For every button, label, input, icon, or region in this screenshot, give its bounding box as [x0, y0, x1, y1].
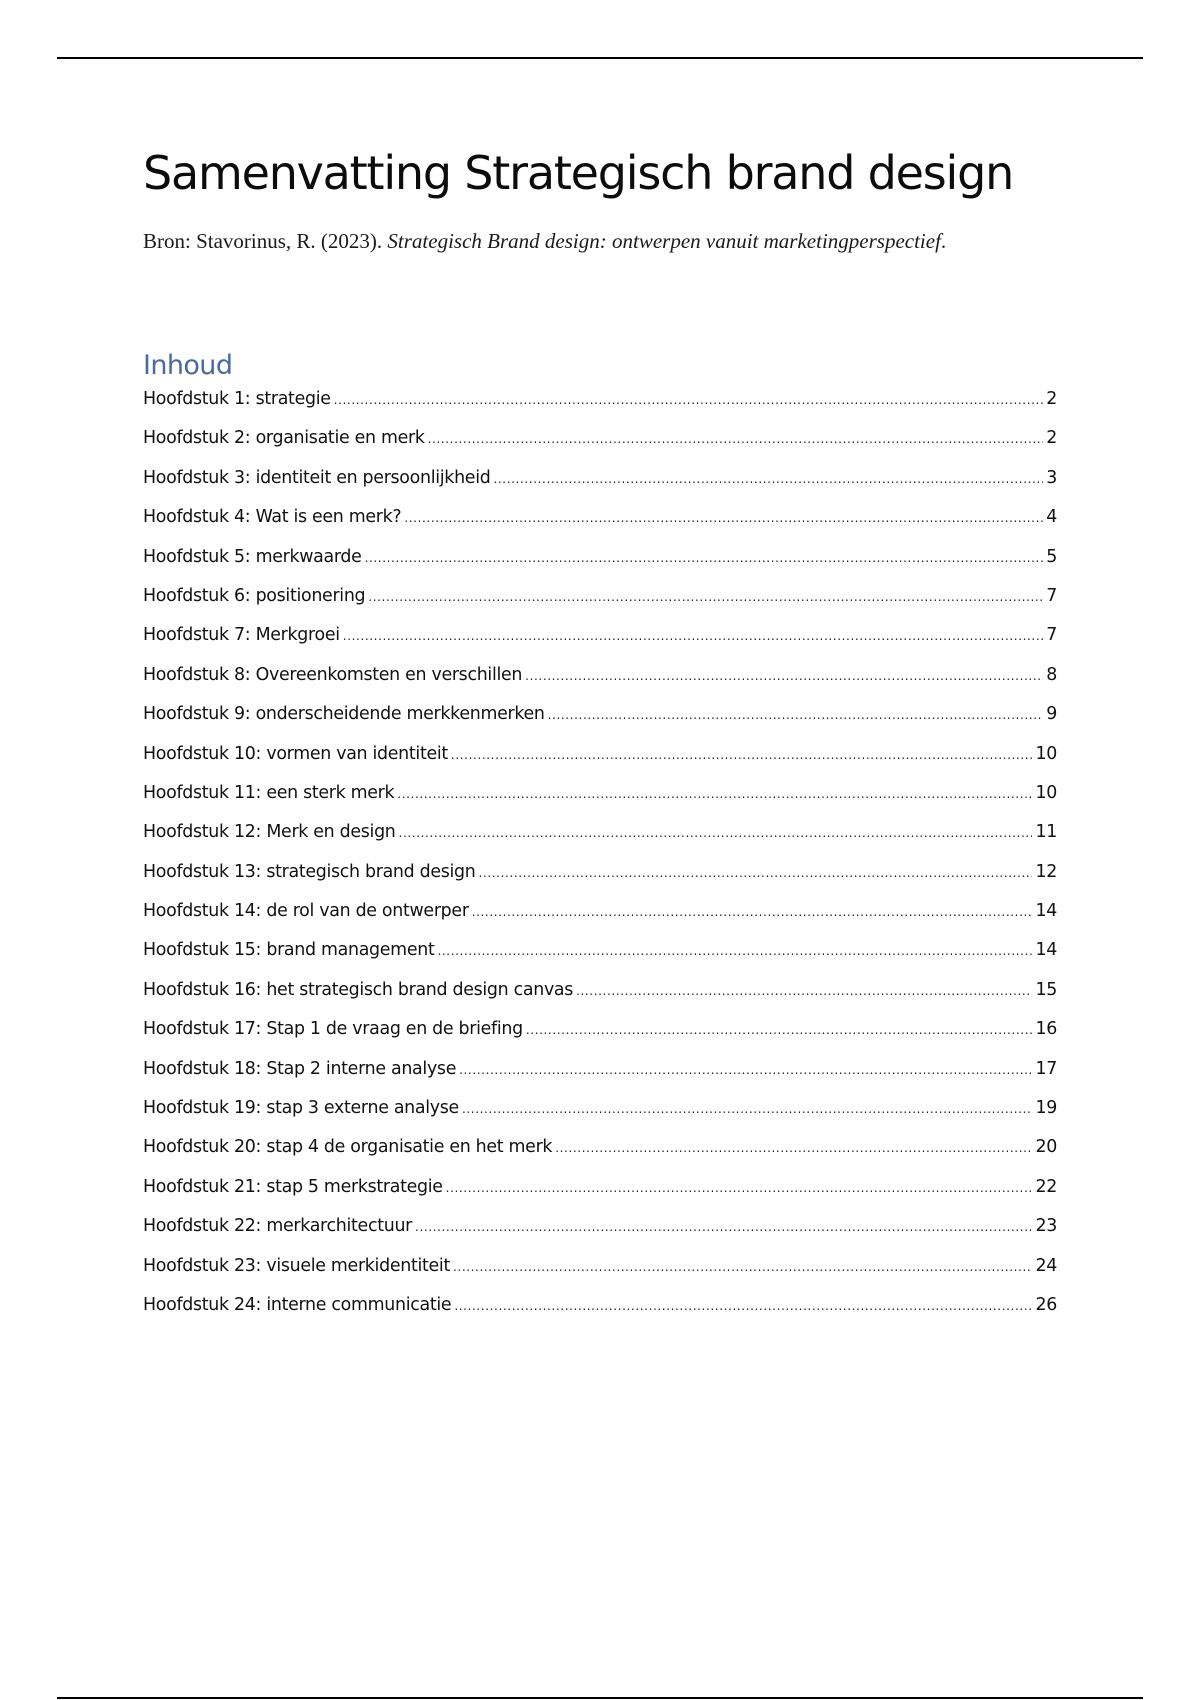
- toc-entry-label: Hoofdstuk 23: visuele merkidentiteit: [143, 1255, 450, 1276]
- toc-entry[interactable]: [143, 389, 1057, 428]
- toc-entry-label: Hoofdstuk 1: strategie: [143, 389, 331, 409]
- header-rule: [57, 57, 1143, 59]
- toc-entry-page-number: 26: [1035, 1294, 1057, 1315]
- toc-entry-label: Hoofdstuk 9: onderscheidende merkkenmerken: [143, 704, 545, 725]
- toc-entry-page-number: 8: [1046, 664, 1057, 685]
- toc-entry-page-number: 19: [1035, 1098, 1057, 1119]
- toc-entry-label: Hoofdstuk 19: stap 3 externe analyse: [143, 1098, 459, 1119]
- toc-entry[interactable]: [143, 547, 1057, 586]
- toc-dot-leader: [548, 708, 1044, 722]
- toc-dot-leader: [415, 1220, 1032, 1234]
- toc-entry-label: Hoofdstuk 12: Merk en design: [143, 822, 396, 843]
- toc-dot-leader: [437, 944, 1032, 958]
- toc-dot-leader: [365, 551, 1044, 565]
- toc-entry-page-number: 7: [1046, 585, 1057, 606]
- toc-dot-leader: [479, 866, 1033, 880]
- toc-entry-page-number: 24: [1035, 1255, 1057, 1276]
- toc-dot-leader: [428, 432, 1044, 446]
- toc-entry-page-number: 16: [1035, 1019, 1057, 1040]
- toc-dot-leader: [453, 1260, 1032, 1274]
- toc-entry[interactable]: [143, 744, 1057, 783]
- toc-entry-page-number: 20: [1035, 1137, 1057, 1158]
- toc-entry[interactable]: [143, 468, 1057, 507]
- toc-dot-leader: [334, 393, 1044, 407]
- toc-entry[interactable]: [143, 822, 1057, 861]
- toc-entry[interactable]: [143, 862, 1057, 901]
- toc-entry-label: Hoofdstuk 24: interne communicatie: [143, 1294, 452, 1315]
- toc-entry-label: Hoofdstuk 5: merkwaarde: [143, 546, 362, 567]
- toc-entry[interactable]: [143, 704, 1057, 743]
- document-title: Samenvatting Strategisch brand design: [143, 146, 1014, 200]
- toc-dot-leader: [472, 905, 1033, 919]
- toc-entry-page-number: 14: [1035, 901, 1057, 922]
- toc-entry[interactable]: [143, 625, 1057, 664]
- toc-dot-leader: [451, 748, 1033, 762]
- toc-entry-page-number: 9: [1046, 704, 1057, 725]
- toc-heading: Inhoud: [143, 350, 233, 381]
- toc-dot-leader: [446, 1181, 1033, 1195]
- toc-entry-page-number: 12: [1035, 861, 1057, 882]
- toc-entry-label: Hoofdstuk 7: Merkgroei: [143, 625, 340, 646]
- toc-dot-leader: [343, 629, 1043, 643]
- toc-entry-label: Hoofdstuk 17: Stap 1 de vraag en de briefing: [143, 1019, 523, 1040]
- toc-entry-label: Hoofdstuk 16: het strategisch brand design canvas: [143, 979, 574, 1000]
- source-citation: [143, 214, 976, 269]
- toc-entry-label: Hoofdstuk 11: een sterk merk: [143, 782, 395, 803]
- toc-entry-page-number: 2: [1046, 389, 1057, 409]
- toc-entry-label: Hoofdstuk 14: de rol van de ontwerper: [143, 901, 469, 922]
- toc-entry-label: Hoofdstuk 4: Wat is een merk?: [143, 507, 402, 528]
- toc-entry-page-number: 2: [1046, 428, 1057, 449]
- toc-entry-page-number: 10: [1035, 743, 1057, 764]
- toc-dot-leader: [459, 1063, 1032, 1077]
- toc-entry[interactable]: [143, 1256, 1057, 1295]
- toc-dot-leader: [399, 826, 1033, 840]
- toc-entry-label: Hoofdstuk 6: positionering: [143, 585, 366, 606]
- toc-entry[interactable]: [143, 901, 1057, 940]
- toc-entry[interactable]: [143, 1098, 1057, 1137]
- toc-entry-page-number: 14: [1035, 940, 1057, 961]
- toc-entry-page-number: 23: [1035, 1216, 1057, 1237]
- table-of-contents: [143, 389, 1057, 1334]
- toc-dot-leader: [462, 1102, 1033, 1116]
- toc-entry[interactable]: [143, 1059, 1057, 1098]
- toc-entry-label: Hoofdstuk 10: vormen van identiteit: [143, 743, 448, 764]
- toc-entry-page-number: 10: [1035, 782, 1057, 803]
- source-citation-suffix: .: [940, 229, 947, 253]
- toc-dot-leader: [368, 590, 1043, 604]
- toc-entry[interactable]: [143, 507, 1057, 546]
- toc-entry-label: Hoofdstuk 22: merkarchitectuur: [143, 1216, 413, 1237]
- toc-entry-label: Hoofdstuk 18: Stap 2 interne analyse: [143, 1058, 457, 1079]
- toc-entry[interactable]: [143, 428, 1057, 467]
- toc-entry-page-number: 5: [1046, 546, 1057, 567]
- toc-dot-leader: [454, 1299, 1032, 1313]
- toc-entry[interactable]: [143, 783, 1057, 822]
- toc-dot-leader: [404, 511, 1043, 525]
- toc-entry-page-number: 11: [1035, 822, 1057, 843]
- toc-dot-leader: [525, 669, 1043, 683]
- source-citation-prefix: Bron: Stavorinus, R. (2023).: [143, 229, 388, 253]
- toc-entry-page-number: 3: [1046, 467, 1057, 488]
- toc-entry[interactable]: [143, 1216, 1057, 1255]
- toc-dot-leader: [555, 1141, 1032, 1155]
- toc-entry[interactable]: [143, 1295, 1057, 1334]
- toc-dot-leader: [526, 1023, 1033, 1037]
- toc-entry-label: Hoofdstuk 15: brand management: [143, 940, 435, 961]
- toc-entry-label: Hoofdstuk 20: stap 4 de organisatie en het merk: [143, 1137, 553, 1158]
- toc-dot-leader: [397, 787, 1032, 801]
- toc-entry-page-number: 17: [1035, 1058, 1057, 1079]
- toc-entry-label: Hoofdstuk 21: stap 5 merkstrategie: [143, 1176, 443, 1197]
- toc-entry[interactable]: [143, 1137, 1057, 1176]
- footer-rule: [57, 1697, 1143, 1699]
- toc-dot-leader: [493, 472, 1043, 486]
- toc-entry[interactable]: [143, 940, 1057, 979]
- toc-entry[interactable]: [143, 1019, 1057, 1058]
- toc-entry[interactable]: [143, 665, 1057, 704]
- toc-entry-label: Hoofdstuk 3: identiteit en persoonlijkheid: [143, 467, 491, 488]
- toc-entry-label: Hoofdstuk 8: Overeenkomsten en verschillen: [143, 664, 523, 685]
- toc-entry-page-number: 4: [1046, 507, 1057, 528]
- toc-entry-page-number: 22: [1035, 1176, 1057, 1197]
- toc-entry[interactable]: [143, 1177, 1057, 1216]
- toc-entry-label: Hoofdstuk 13: strategisch brand design: [143, 861, 476, 882]
- toc-entry[interactable]: [143, 586, 1057, 625]
- toc-dot-leader: [576, 984, 1032, 998]
- toc-entry-label: Hoofdstuk 2: organisatie en merk: [143, 428, 425, 449]
- source-book-title: Strategisch Brand design: ontwerpen vanuit marketingperspectief: [387, 229, 941, 253]
- toc-entry-page-number: 15: [1035, 979, 1057, 1000]
- toc-entry[interactable]: [143, 980, 1057, 1019]
- toc-entry-page-number: 7: [1046, 625, 1057, 646]
